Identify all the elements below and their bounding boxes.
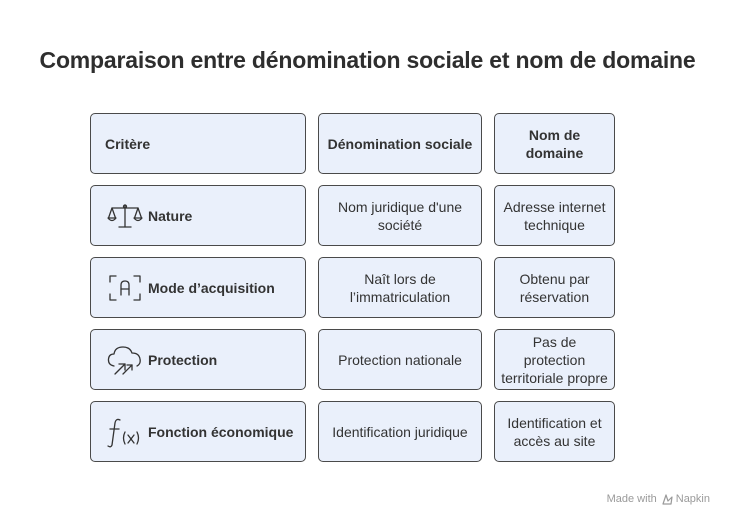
scale-icon bbox=[105, 200, 145, 232]
company-name-value-acquisition: Naît lors de l’immatriculation bbox=[349, 270, 451, 305]
domain-name-cell-nature bbox=[494, 185, 615, 246]
header-company-name-label: Dénomination sociale bbox=[327, 135, 473, 152]
napkin-brand-label: Napkin bbox=[675, 493, 710, 505]
criterion-label-protection: Protection bbox=[148, 351, 218, 368]
made-with-footer bbox=[607, 493, 710, 505]
criterion-cell-nature bbox=[90, 185, 306, 246]
criterion-label-nature: Nature bbox=[148, 207, 193, 224]
company-name-cell-protection bbox=[318, 329, 482, 390]
function-icon bbox=[105, 416, 145, 448]
criterion-label-economic-function: Fonction économique bbox=[148, 423, 294, 440]
page-title: Comparaison entre dénomination sociale et nom de domaine bbox=[39, 47, 696, 73]
company-name-cell-acquisition bbox=[318, 257, 482, 318]
domain-name-value-nature: Adresse internet technique bbox=[503, 198, 606, 233]
domain-name-cell-economic-function bbox=[494, 401, 615, 462]
criterion-cell-economic-function bbox=[90, 401, 306, 462]
criterion-cell-acquisition bbox=[90, 257, 306, 318]
cloud-upload-icon bbox=[105, 344, 145, 376]
made-with-label: Made with bbox=[606, 493, 657, 505]
header-company-name-cell bbox=[318, 113, 482, 174]
domain-name-value-acquisition: Obtenu par réservation bbox=[519, 270, 590, 305]
header-domain-name-label: Nom de domaine bbox=[525, 126, 584, 161]
domain-name-cell-protection bbox=[494, 329, 615, 390]
header-domain-name-cell bbox=[494, 113, 615, 174]
domain-name-value-protection: Pas de protection territoriale propre bbox=[501, 333, 608, 386]
header-criterion-cell bbox=[90, 113, 306, 174]
scan-letter-icon bbox=[105, 272, 145, 304]
domain-name-value-economic-function: Identification et accès au site bbox=[507, 414, 602, 449]
company-name-value-protection: Protection nationale bbox=[338, 351, 462, 368]
company-name-cell-nature bbox=[318, 185, 482, 246]
napkin-logo-icon bbox=[662, 494, 673, 505]
company-name-value-economic-function: Identification juridique bbox=[332, 423, 468, 440]
company-name-value-nature: Nom juridique d'une société bbox=[337, 198, 463, 233]
criterion-cell-protection bbox=[90, 329, 306, 390]
company-name-cell-economic-function bbox=[318, 401, 482, 462]
criterion-label-acquisition: Mode d’acquisition bbox=[148, 279, 275, 296]
domain-name-cell-acquisition bbox=[494, 257, 615, 318]
header-criterion-label: Critère bbox=[105, 135, 151, 152]
